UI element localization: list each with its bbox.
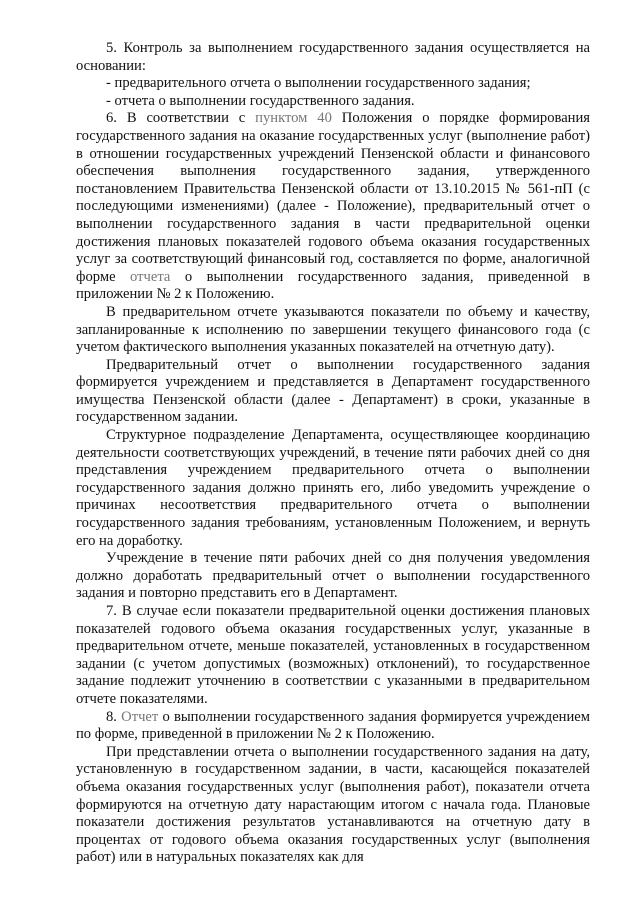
paragraph-text: В предварительном отчете указываются показатели по объему и качеству, запланированные к исполнению по завершении текущего финансового года (с учетом фактического выполнения указанных показателей на отчетную дату). [76,303,590,356]
paragraph-text: 6. В соответствии с [106,110,256,127]
paragraph-preliminary-report-submission [76,357,590,427]
paragraph-text: - предварительного отчета о выполнении государственного задания; [106,75,531,92]
paragraph-text: 5. Контроль за выполнением государственного задания осуществляется на основании: [76,40,590,74]
paragraph-report-presentation [76,744,590,867]
paragraph-text: о выполнении государственного задания, приведенной в приложении № 2 к Положению. [76,268,590,303]
paragraph-preliminary-report-item [76,75,590,93]
paragraph-text: Предварительный отчет о выполнении государственного задания формируется учреждением и представляется в Департамент государственного имущества Пензенской области (далее - Департамент) в сроки, указанные в государственном задании. [76,356,590,426]
paragraph-text: Учреждение в течение пяти рабочих дней со дня получения уведомления должно доработать предварительный отчет о выполнении государственного задания и повторно представить его в Департамент. [76,550,590,602]
paragraph-item-8 [76,709,590,744]
paragraph-control-basis [76,40,590,75]
paragraph-department-review [76,427,590,550]
paragraph-report-item [76,93,590,111]
paragraph-text: - отчета о выполнении государственного задания. [106,92,415,109]
paragraph-item-6 [76,110,590,304]
paragraph-text: При представлении отчета о выполнении государственного задания на дату, установленную в государственном задании, в части, касающейся показателей объема оказания государственных услуг (выполнения работ), показатели отчета формируются на отчетную дату нарастающим итогом с начала года. Плановые показатели достижения результатов устанавливаются на отчетную дату в процентах от годового объема оказания государственных услуг (выполнения работ) или в натуральных показателях как для [76,743,590,866]
paragraph-item-7 [76,603,590,709]
paragraph-preliminary-report-indicators [76,304,590,357]
link-report-form[interactable]: отчета [130,268,171,285]
paragraph-text: о выполнении государственного задания формируется учреждением по форме, приведенной в приложении № 2 к Положению. [76,708,591,743]
paragraph-text: Положения о порядке формирования государственного задания на оказание государственных услуг (выполнение работ) в отношении государственных учреждений Пензенской области и финансового обеспечения выполнения государственного задания, утвержденного постановлением Правительства Пензенской области от 13.10.2015 № 561-пП (с последующими изменениями) (далее - Положение), предварительный отчет о выполнении государственного задания в части предварительной оценки достижения плановых показателей годового объема оказания государственных услуг за соответствующий финансовый год, составляется по форме, аналогичной форме [76,110,590,285]
paragraph-text: 7. В случае если показатели предварительной оценки достижения плановых показателей годового объема оказания государственных услуг, указанные в предварительном отчете, меньше показателей, установленных в государственном задании (с учетом допустимых (возможных) отклонений), то государственное задание подлежит уточнению в соответствии с указанными в предварительном отчете показателями. [76,603,590,707]
paragraph-revision [76,550,590,603]
link-item-40[interactable]: пунктом 40 [255,110,332,127]
paragraph-text: 8. [106,708,122,725]
link-report[interactable]: Отчет [121,708,159,725]
paragraph-text: Структурное подразделение Департамента, осуществляющее координацию деятельности соответствующих учреждений, в течение пяти рабочих дней со дня представления учреждением предварительного отчета о выполнении государственного задания должно принять его, либо уведомить учреждение о причинах несоответствия предварительного отчета о выполнении государственного задания требованиям, установленным Положением, и вернуть его на доработку. [76,427,590,549]
